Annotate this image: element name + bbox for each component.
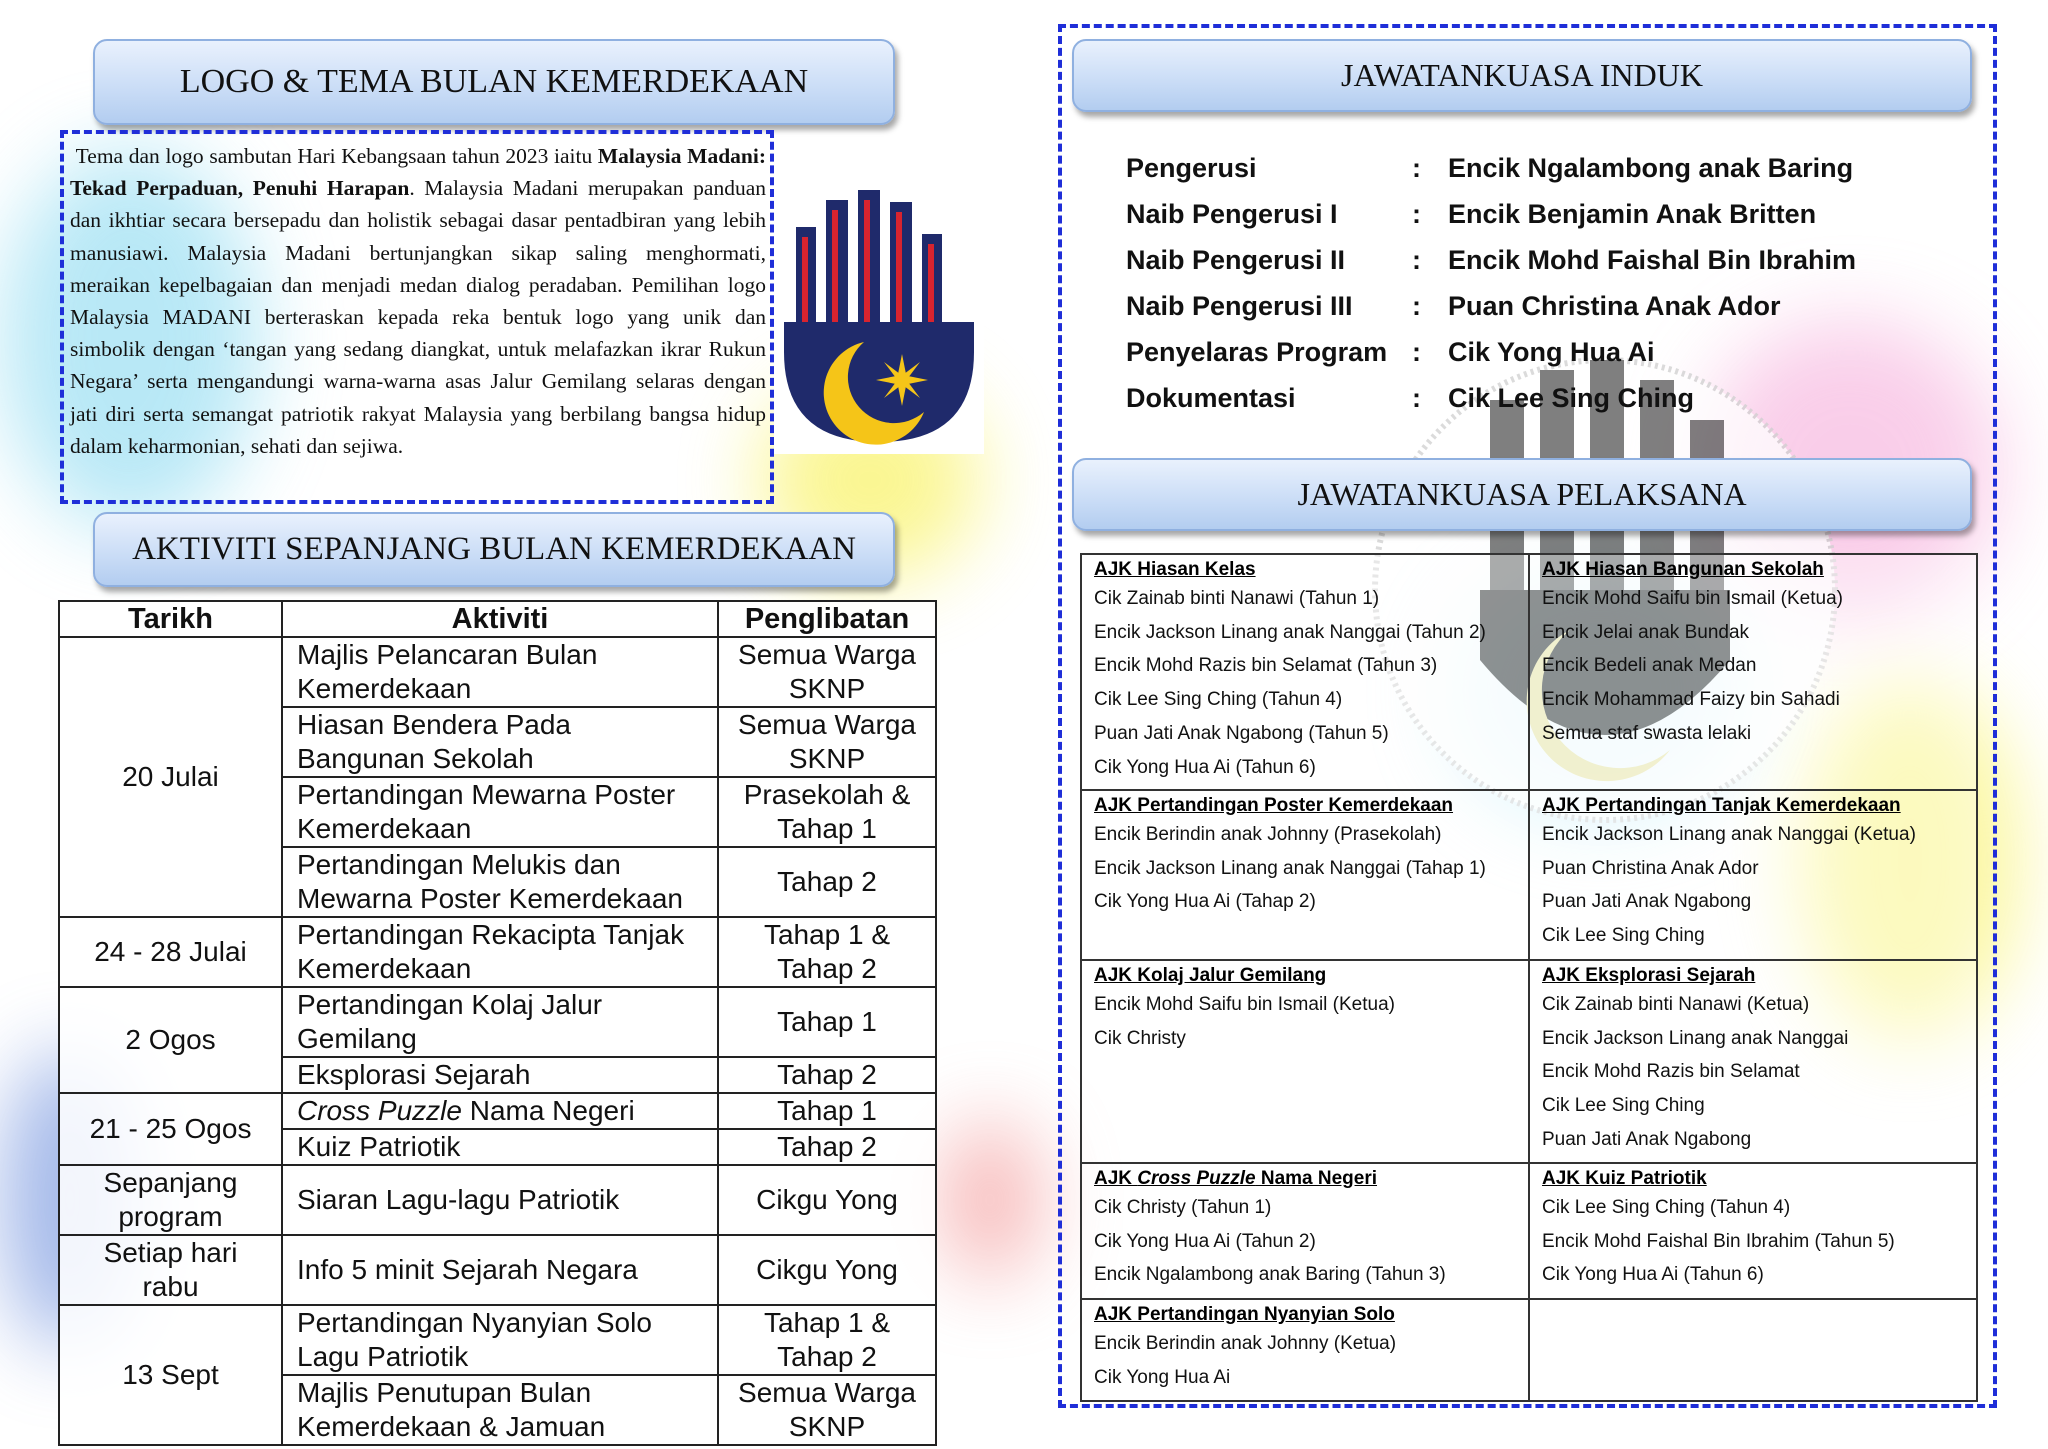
group-cell: [1081, 1299, 1529, 1401]
activity-cell: Hiasan Bendera Pada Bangunan Sekolah: [282, 707, 718, 777]
activity-cell: Majlis Penutupan Bulan Kemerdekaan & Jamuan: [282, 1375, 718, 1445]
malaysia-madani-logo: [774, 172, 984, 454]
table-header-row: [59, 601, 936, 637]
activity-cell: Siaran Lagu-lagu Patriotik: [282, 1165, 718, 1235]
pelaksana-table: [1080, 553, 1978, 1402]
table-row: [59, 987, 936, 1057]
table-row: [1081, 790, 1977, 960]
theme-intro: Tema dan logo sambutan Hari Kebangsaan tahun 2023 iaitu: [75, 144, 598, 168]
participants-cell: Cikgu Yong: [718, 1165, 936, 1235]
participants-cell: Tahap 2: [718, 847, 936, 917]
group-member: Cik Zainab binti Nanawi (Ketua): [1542, 994, 1810, 1015]
participants-cell: Tahap 1 & Tahap 2: [718, 1305, 936, 1375]
member-name: Cik Lee Sing Ching: [1448, 382, 1695, 413]
date-cell: Setiap hari rabu: [59, 1235, 282, 1305]
colon: :: [1412, 382, 1421, 413]
group-title: AJK Kuiz Patriotik: [1542, 1168, 1707, 1189]
activity-banner-title: AKTIVITI SEPANJANG BULAN KEMERDEKAAN: [132, 531, 856, 567]
group-member: Cik Yong Hua Ai (Tahap 2): [1094, 891, 1316, 913]
group-title: AJK Pertandingan Poster Kemerdekaan: [1094, 795, 1454, 816]
group-member: Encik Mohd Razis bin Selamat: [1542, 1061, 1800, 1083]
group-title: AJK Pertandingan Tanjak Kemerdekaan: [1542, 795, 1901, 816]
list-item: [1126, 375, 1886, 421]
table-row: [59, 637, 936, 707]
cross-puzzle-italic: Cross Puzzle: [297, 1095, 462, 1126]
colon: :: [1412, 336, 1421, 367]
group-cell: [1529, 554, 1977, 790]
activity-cell: Pertandingan Nyanyian Solo Lagu Patriotik: [282, 1305, 718, 1375]
group-cell: [1529, 790, 1977, 960]
group-member: Encik Mohammad Faizy bin Sahadi: [1542, 689, 1840, 711]
group-member: Encik Ngalambong anak Baring (Tahun 3): [1094, 1264, 1446, 1286]
group-member: Cik Yong Hua Ai: [1094, 1366, 1231, 1388]
group-member: Encik Mohd Saifu bin Ismail (Ketua): [1094, 994, 1395, 1015]
position-label: Dokumentasi: [1126, 382, 1296, 413]
participants-cell: Tahap 1: [718, 1093, 936, 1129]
list-item: [1126, 237, 1886, 283]
pelaksana-banner: [1072, 458, 1972, 531]
table-row: [59, 1093, 936, 1129]
group-title: AJK Hiasan Kelas: [1094, 559, 1256, 580]
activity-cell: Pertandingan Mewarna Poster Kemerdekaan: [282, 777, 718, 847]
activity-cell: Pertandingan Melukis dan Mewarna Poster Kemerdekaan: [282, 847, 718, 917]
group-member: Cik Yong Hua Ai (Tahun 2): [1094, 1230, 1316, 1252]
colon: :: [1412, 290, 1421, 321]
group-cell: [1081, 790, 1529, 960]
participants-cell: Tahap 1: [718, 987, 936, 1057]
participants-cell: Cikgu Yong: [718, 1235, 936, 1305]
activity-cell: Pertandingan Kolaj Jalur Gemilang: [282, 987, 718, 1057]
activity-cell: Info 5 minit Sejarah Negara: [282, 1235, 718, 1305]
participants-cell: Tahap 2: [718, 1129, 936, 1165]
list-item: [1126, 283, 1886, 329]
activity-cell: [282, 1093, 718, 1129]
group-member: Cik Yong Hua Ai (Tahun 6): [1094, 756, 1316, 778]
activity-cell: Majlis Pelancaran Bulan Kemerdekaan: [282, 637, 718, 707]
activity-cell: Eksplorasi Sejarah: [282, 1057, 718, 1093]
group-member: Cik Christy (Tahun 1): [1094, 1197, 1272, 1218]
list-item: [1126, 191, 1886, 237]
group-member: Cik Lee Sing Ching: [1542, 925, 1705, 947]
group-cell: [1081, 960, 1529, 1163]
activity-cell: Pertandingan Rekacipta Tanjak Kemerdekaan: [282, 917, 718, 987]
date-cell: 20 Julai: [59, 637, 282, 917]
bg-splash-red-low: [940, 1120, 1040, 1280]
group-cell: [1529, 960, 1977, 1163]
group-member: Encik Mohd Faishal Bin Ibrahim (Tahun 5): [1542, 1230, 1895, 1252]
colon: :: [1412, 152, 1421, 183]
table-row: [1081, 1163, 1977, 1299]
cross-puzzle-suffix: Nama Negeri: [461, 1095, 635, 1126]
theme-body: . Malaysia Madani merupakan panduan dan ikhtiar secara bersepadu dan holistik sebagai dasar pentadbiran yang lebih manusiawi. Malaysia Madani bertunjangkan sikap saling menghormati, meraikan kepelbagaian dan menjadi medan dialog peradaban. Pemilihan logo Malaysia MADANI berteraskan kepada reka bentuk logo yang unik dan simbolik dengan ‘tangan yang sedang diangkat, untuk melafazkan ikrar Rukun Negara’ serta mengandungi warna-warna asas Jalur Gemilang selaras dengan jati diri serta semangat patriotik rakyat Malaysia yang berbilang bangsa hidup dalam keharmonian, sehati dan sejiwa.: [70, 176, 766, 458]
participants-cell: Semua Warga SKNP: [718, 637, 936, 707]
logo-theme-banner-title: LOGO & TEMA BULAN KEMERDEKAAN: [179, 63, 809, 100]
position-label: Naib Pengerusi II: [1126, 244, 1346, 275]
date-cell: 13 Sept: [59, 1305, 282, 1445]
group-member: Puan Jati Anak Ngabong: [1542, 1128, 1752, 1150]
table-row: [1081, 554, 1977, 790]
col-header-participants: Penglibatan: [718, 601, 936, 637]
group-member: Cik Christy: [1094, 1027, 1186, 1049]
group-title: AJK Kolaj Jalur Gemilang: [1094, 965, 1327, 986]
participants-cell: Semua Warga SKNP: [718, 707, 936, 777]
colon: :: [1412, 198, 1421, 229]
table-row: [1081, 1299, 1977, 1401]
group-member: Encik Bedeli anak Medan: [1542, 655, 1757, 677]
table-row: [59, 1165, 936, 1235]
induk-banner: [1072, 39, 1972, 112]
induk-list: [1126, 145, 1886, 421]
group-member: Puan Jati Anak Ngabong (Tahun 5): [1094, 722, 1389, 744]
participants-cell: Tahap 2: [718, 1057, 936, 1093]
table-row: [59, 1235, 936, 1305]
group-title-part: Cross Puzzle: [1137, 1168, 1256, 1189]
group-member: Encik Jackson Linang anak Nanggai (Tahun 2): [1094, 621, 1486, 643]
theme-paragraph: [70, 140, 766, 462]
group-cell: [1081, 554, 1529, 790]
date-cell: 24 - 28 Julai: [59, 917, 282, 987]
pelaksana-banner-title: JAWATANKUASA PELAKSANA: [1297, 476, 1747, 512]
participants-cell: Tahap 1 & Tahap 2: [718, 917, 936, 987]
date-cell: 21 - 25 Ogos: [59, 1093, 282, 1165]
group-title-part: AJK: [1094, 1168, 1138, 1189]
group-member: Puan Christina Anak Ador: [1542, 857, 1759, 879]
induk-banner-title: JAWATANKUASA INDUK: [1341, 57, 1703, 93]
group-member: Encik Jackson Linang anak Nanggai: [1542, 1027, 1849, 1049]
group-member: Cik Zainab binti Nanawi (Tahun 1): [1094, 588, 1380, 609]
group-title-part: Nama Negeri: [1255, 1168, 1378, 1189]
group-cell: [1529, 1163, 1977, 1299]
activity-banner: [93, 512, 895, 587]
table-row: [59, 1305, 936, 1375]
position-label: Pengerusi: [1126, 152, 1257, 183]
member-name: Encik Ngalambong anak Baring: [1448, 152, 1854, 183]
member-name: Encik Mohd Faishal Bin Ibrahim: [1448, 244, 1857, 275]
group-member: Encik Mohd Saifu bin Ismail (Ketua): [1542, 588, 1843, 609]
group-member: Cik Lee Sing Ching (Tahun 4): [1542, 1197, 1791, 1218]
group-title: AJK Pertandingan Nyanyian Solo: [1094, 1304, 1395, 1325]
theme-name: Malaysia Madani: Tekad Perpaduan, Penuhi Harapan: [70, 144, 766, 201]
list-item: [1126, 145, 1886, 191]
participants-cell: Prasekolah & Tahap 1: [718, 777, 936, 847]
group-member: Encik Berindin anak Johnny (Ketua): [1094, 1333, 1397, 1354]
logo-theme-banner: [93, 39, 895, 125]
group-member: Encik Jackson Linang anak Nanggai (Tahap 1): [1094, 857, 1486, 879]
position-label: Naib Pengerusi III: [1126, 290, 1353, 321]
position-label: Naib Pengerusi I: [1126, 198, 1338, 229]
activity-table: [58, 600, 937, 1446]
empty-cell: [1529, 1299, 1977, 1401]
activity-cell: Kuiz Patriotik: [282, 1129, 718, 1165]
group-member: Encik Mohd Razis bin Selamat (Tahun 3): [1094, 655, 1438, 677]
group-member: Encik Berindin anak Johnny (Prasekolah): [1094, 824, 1442, 845]
col-header-activity: Aktiviti: [282, 601, 718, 637]
group-cell: [1081, 1163, 1529, 1299]
participants-cell: Semua Warga SKNP: [718, 1375, 936, 1445]
member-name: Puan Christina Anak Ador: [1448, 290, 1781, 321]
group-member: Cik Lee Sing Ching (Tahun 4): [1094, 689, 1343, 711]
group-member: Semua staf swasta lelaki: [1542, 722, 1752, 744]
table-row: [59, 917, 936, 987]
table-row: [1081, 960, 1977, 1163]
group-member: Cik Yong Hua Ai (Tahun 6): [1542, 1264, 1764, 1286]
group-member: Encik Jackson Linang anak Nanggai (Ketua): [1542, 824, 1916, 845]
list-item: [1126, 329, 1886, 375]
date-cell: 2 Ogos: [59, 987, 282, 1093]
member-name: Encik Benjamin Anak Britten: [1448, 198, 1817, 229]
group-title: [1094, 1166, 1516, 1191]
member-name: Cik Yong Hua Ai: [1448, 336, 1655, 367]
group-title: AJK Eksplorasi Sejarah: [1542, 965, 1756, 986]
col-header-date: Tarikh: [59, 601, 282, 637]
position-label: Penyelaras Program: [1126, 336, 1388, 367]
group-member: Cik Lee Sing Ching: [1542, 1095, 1705, 1117]
group-title: AJK Hiasan Bangunan Sekolah: [1542, 559, 1824, 580]
date-cell: Sepanjang program: [59, 1165, 282, 1235]
group-member: Encik Jelai anak Bundak: [1542, 621, 1750, 643]
group-member: Puan Jati Anak Ngabong: [1542, 891, 1752, 913]
colon: :: [1412, 244, 1421, 275]
